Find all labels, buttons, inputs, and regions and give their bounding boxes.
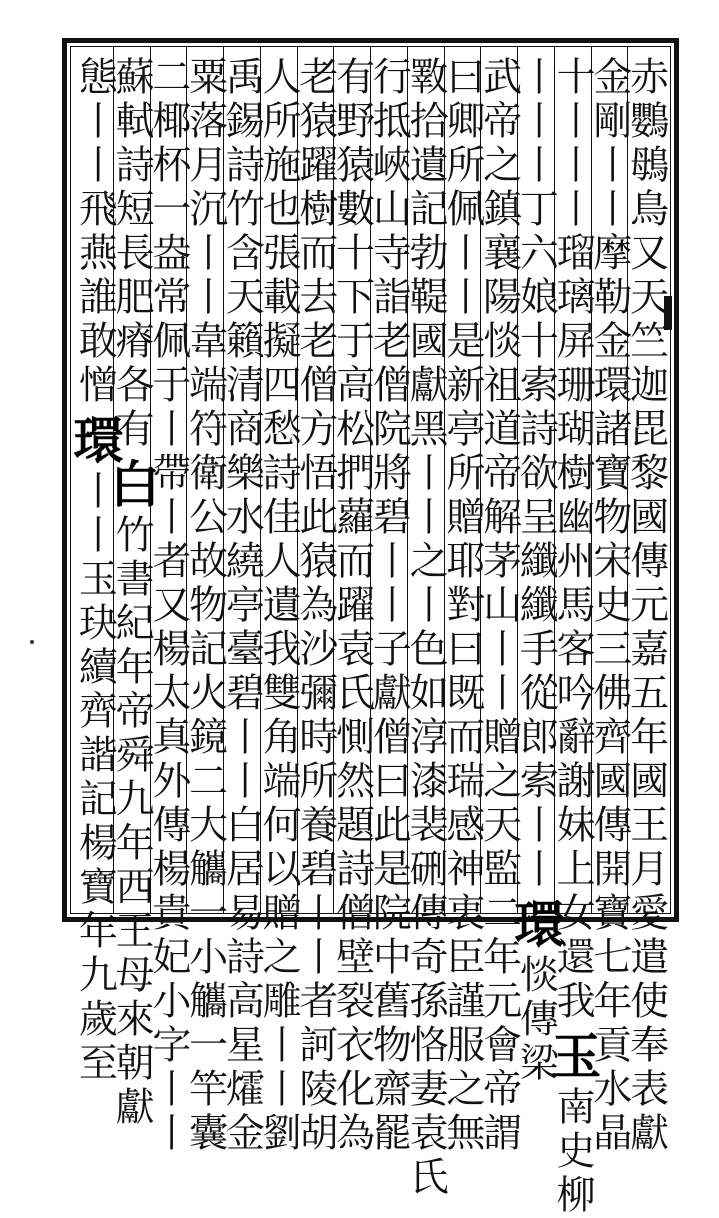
entry-heading: 環 <box>65 414 125 464</box>
body-text: 金剛丨丨摩勒金環諸寶物宋史三佛齊國傳開寶七年貢水晶 <box>586 56 632 1156</box>
body-text: 粟落月沉丨丨韋端符衛公故物記火鏡二大觿一小觿一竿囊 <box>182 56 228 1156</box>
entry-heading: 環 <box>506 898 566 948</box>
body-text: 行抵峽山寺詣老僧院將碧丨丨子獻僧曰此是院中舊物齋罷 <box>366 56 412 1156</box>
text-column <box>65 56 125 1086</box>
body-text: 赤鸚䳇鳥又天竺迦毘黎國傳元嘉五年國王月愛遣使奉表獻 <box>623 56 669 1156</box>
body-text: 惔傳梁 <box>513 954 559 1086</box>
body-text: 斁拾遺記勃鞮國獻黑丨丨之丨色如淳漆裴硎傳奇孫恪妻袁氏 <box>403 56 449 1200</box>
body-text: 丨丨丨丁六娘十索詩欲呈纖纖手從郎索丨丨 <box>513 56 559 892</box>
body-text: 竹書紀年帝舜九年西王母來朝獻 <box>109 514 155 1130</box>
body-text: 態丨丨飛燕誰敢憎 <box>72 56 118 408</box>
body-text: 曰卿所佩丨丨是新亭所贈耶對曰既而瑞感神衷臣謹服之無 <box>439 56 485 1156</box>
entry-heading: 白 <box>102 458 162 508</box>
body-text: 禹錫詩竹含天籟清商樂水繞亭臺碧丨丨白居易詩高星㸌金 <box>219 56 265 1156</box>
body-text: 有野猿數十下于高松捫蘿而躍袁氏惻然題詩僧壁裂衣化為 <box>329 56 375 1156</box>
body-text: 十丨丨丨瑠璃屏珊瑚樹幽州馬客吟辭謝妹上女還我 <box>550 56 596 1024</box>
body-text: 蘇軾詩短長肥瘠各有 <box>109 56 155 452</box>
body-text: 武帝之鎮襄陽惔祖道帝解茅山丨丨贈之天監二年元會帝謂 <box>476 56 522 1156</box>
body-text: 南史柳 <box>550 1086 596 1218</box>
ink-speck <box>30 640 34 644</box>
body-text: 人所施也張載擬四愁詩佳人遺我雙角端何以贈之雕丨丨劉 <box>256 56 302 1156</box>
body-text: 老猿躍樹而去老僧方悟此猿為沙彌時所養碧丨丨者訶陵胡 <box>292 56 338 1156</box>
body-text: 二椰杯一盎常佩于丨帶丨者又楊太真外傳楊貴妃小字丨丨 <box>145 56 191 1156</box>
body-text: 丨丨玉玦續齊諧記楊寶年九歲至 <box>72 470 118 1086</box>
entry-heading: 玉 <box>543 1030 603 1080</box>
